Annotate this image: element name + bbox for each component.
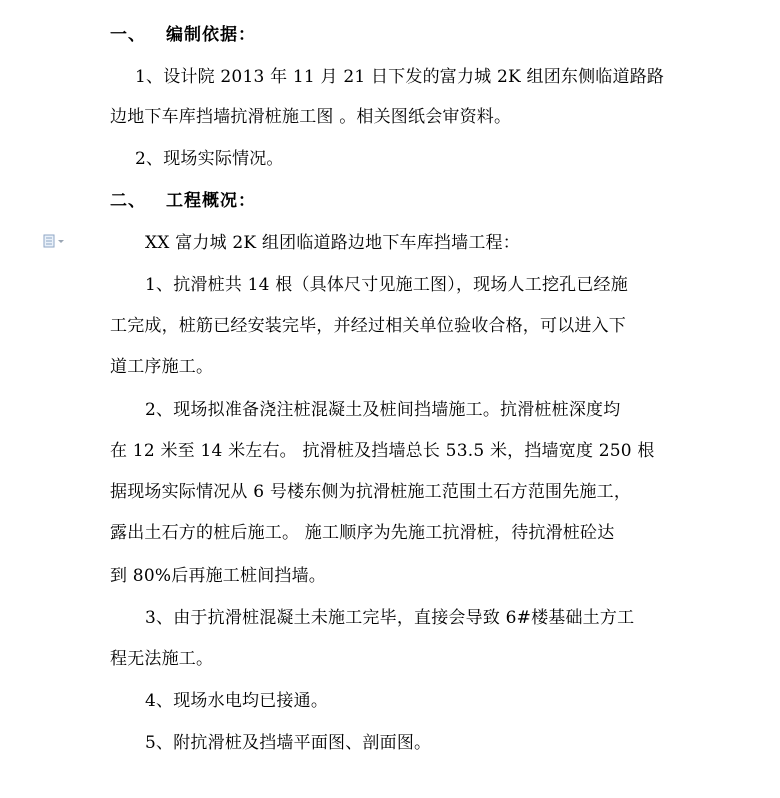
paragraph-line: 2、现场拟准备浇注桩混凝土及桩间挡墙施工。抗滑桩桩深度均 [145,400,621,420]
section-heading-1 [110,24,256,46]
paragraph-line: 3、由于抗滑桩混凝土未施工完毕，直接会导致 6#楼基础土方工 [145,608,635,628]
paragraph-line: 到 80%后再施工桩间挡墙。 [110,566,326,586]
paragraph-line: 道工序施工。 [110,357,214,377]
section-title: 工程概况： [166,191,256,211]
paragraph-line: 5、附抗滑桩及挡墙平面图、剖面图。 [145,733,432,753]
section-heading-2 [110,190,256,212]
document-options-icon[interactable] [43,234,67,248]
paragraph-line: XX 富力城 2K 组团临道路边地下车库挡墙工程： [145,233,520,253]
paragraph-line: 程无法施工。 [110,649,214,669]
paragraph-line: 露出土石方的桩后施工。 施工顺序为先施工抗滑桩，待抗滑桩砼达 [110,523,615,543]
section-title: 编制依据： [166,25,256,45]
paragraph-line: 工完成，桩筋已经安装完毕，并经过相关单位验收合格，可以进入下 [110,316,626,336]
section-number: 二、 [110,191,146,211]
section-number: 一、 [110,25,146,45]
paragraph-line: 边地下车库挡墙抗滑桩施工图 。相关图纸会审资料。 [110,107,512,127]
paragraph-line: 1、设计院 2013 年 11 月 21 日下发的富力城 2K 组团东侧临道路路 [135,67,665,87]
paragraph-line: 1、抗滑桩共 14 根（具体尺寸见施工图），现场人工挖孔已经施 [145,275,628,295]
paragraph-line: 4、现场水电均已接通。 [145,691,329,711]
paragraph-line: 据现场实际情况从 6 号楼东侧为抗滑桩施工范围土石方范围先施工， [110,482,632,502]
paragraph-line: 2、现场实际情况。 [135,149,284,169]
paragraph-line: 在 12 米至 14 米左右。 抗滑桩及挡墙总长 53.5 米，挡墙宽度 250 根 [110,441,655,461]
